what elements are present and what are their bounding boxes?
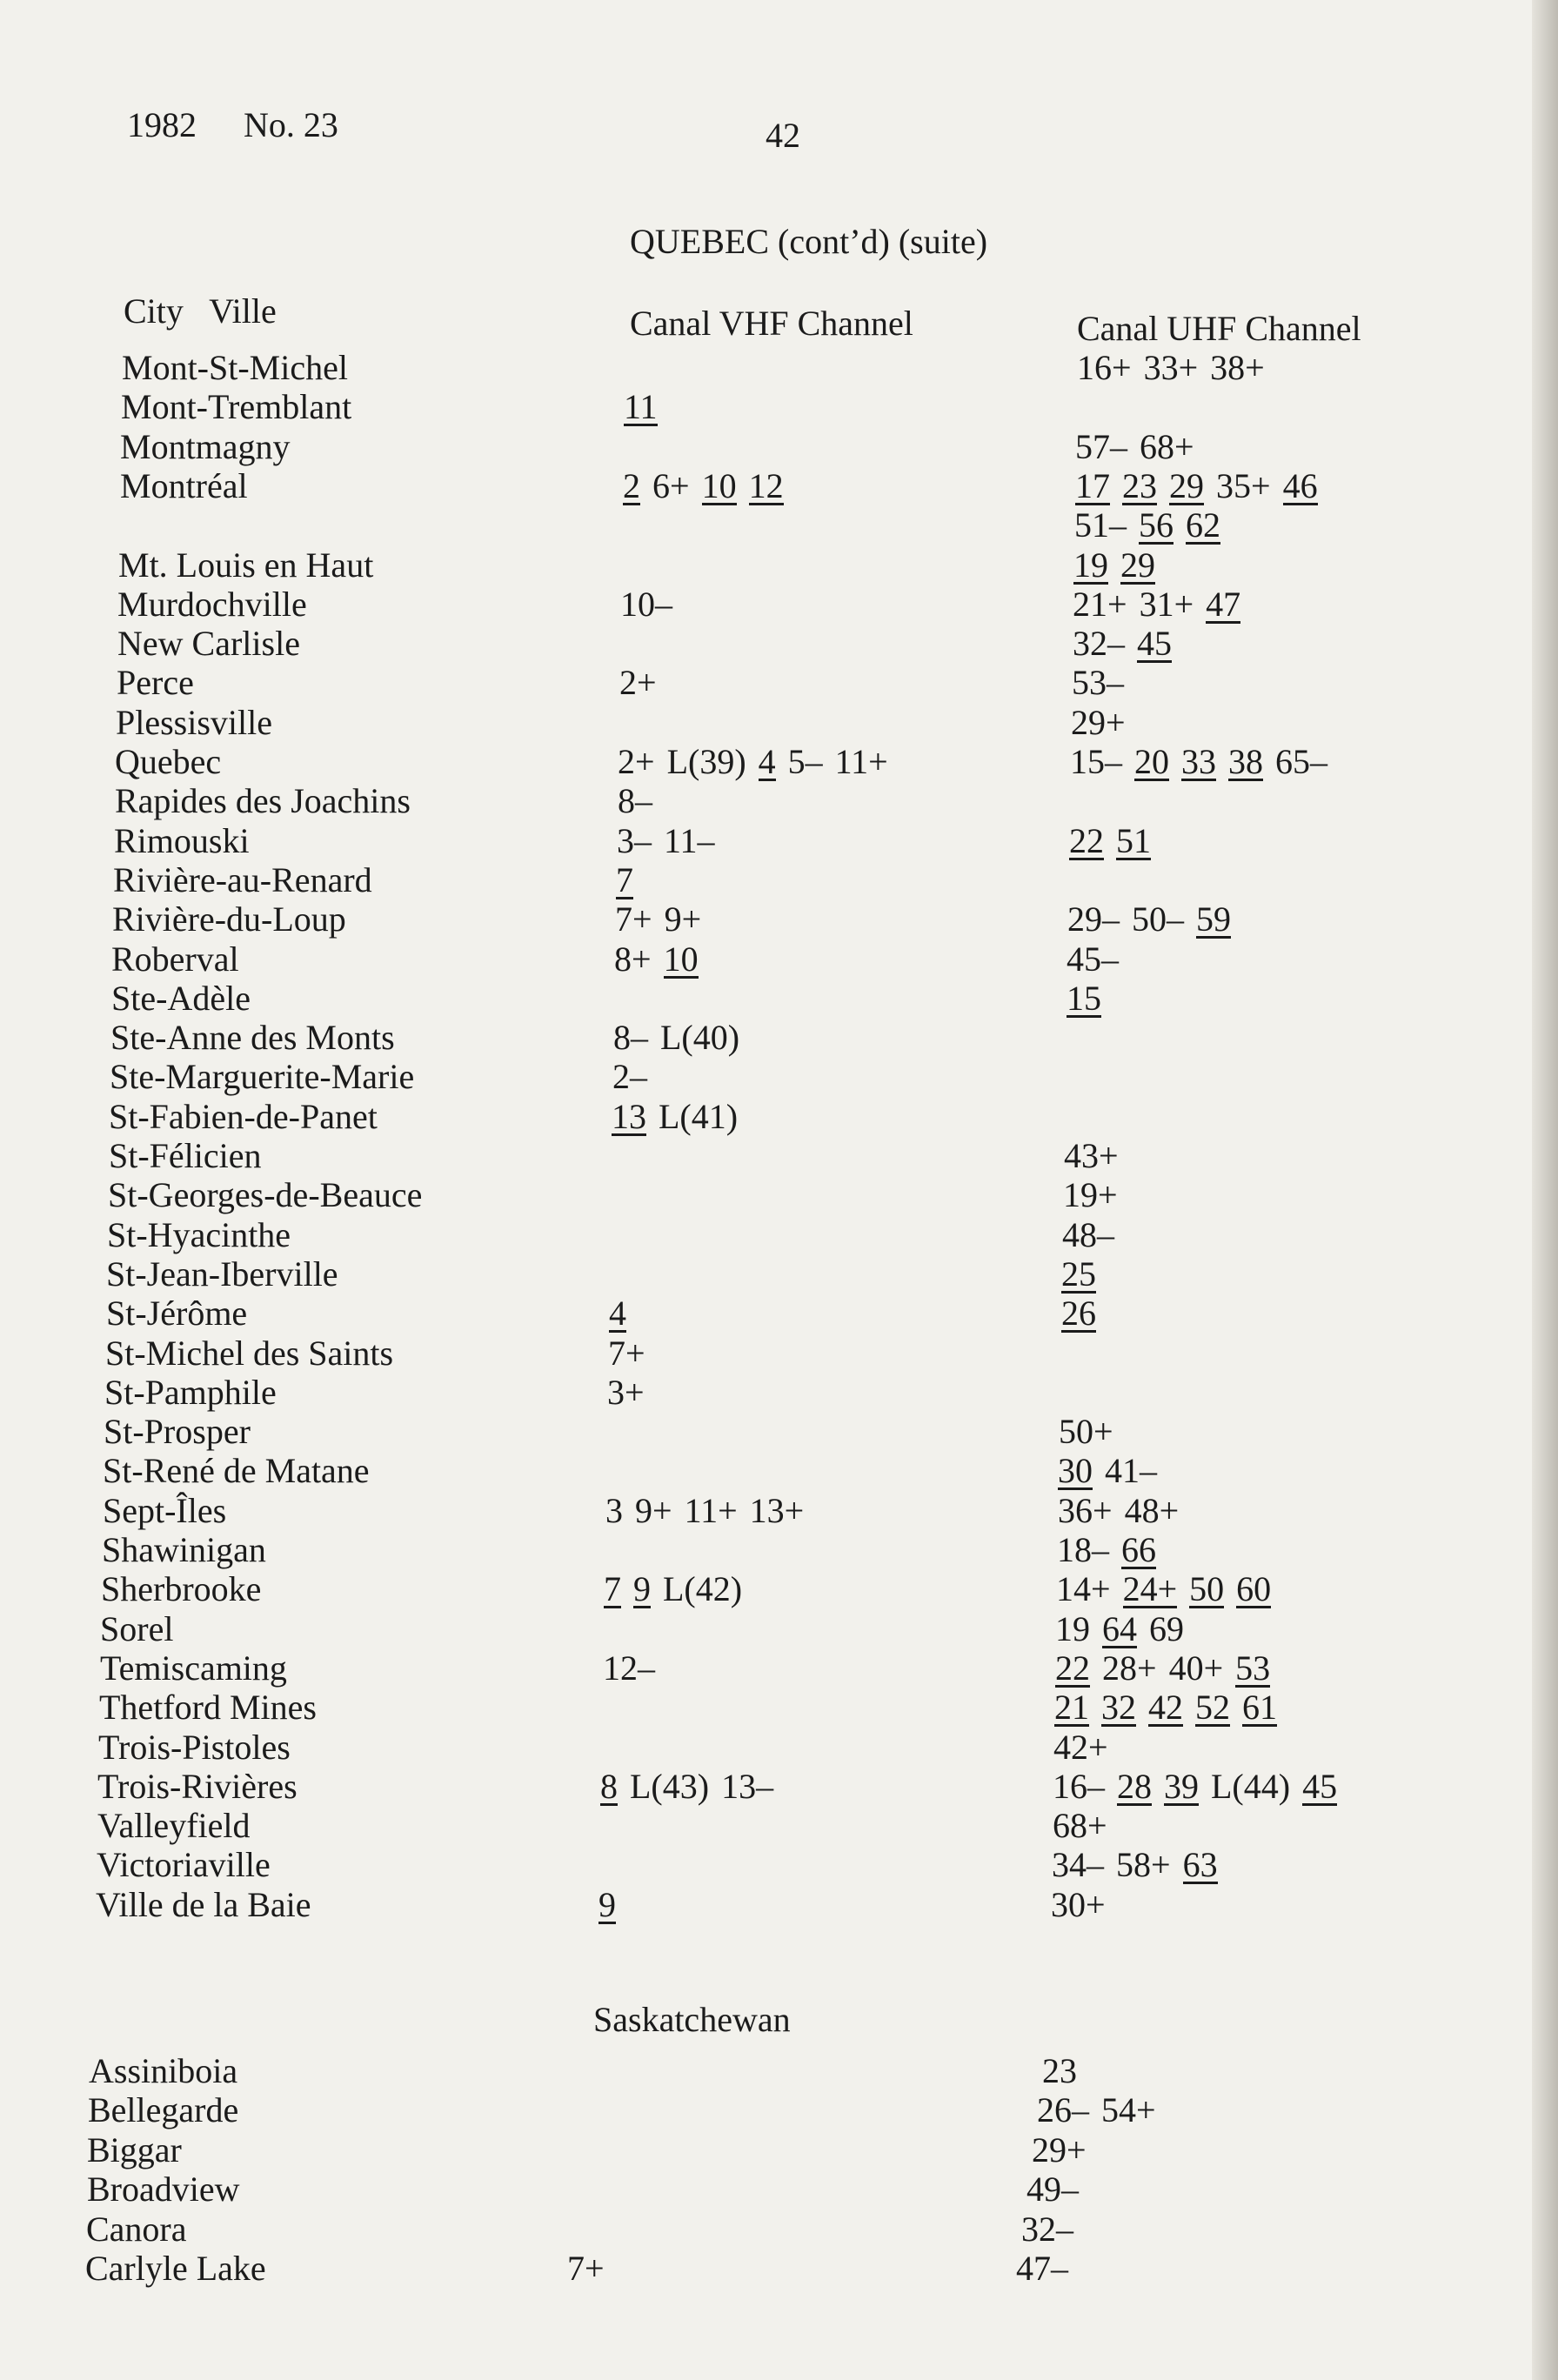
table-row: [0, 585, 1558, 625]
uhf-channels: [1064, 1136, 1131, 1176]
city-name: Mt. Louis en Haut: [118, 545, 374, 585]
uhf-channels: [1053, 1728, 1120, 1768]
uhf-channel: 48–: [1062, 1214, 1114, 1254]
city-name: St-Michel des Saints: [105, 1333, 394, 1373]
table-row: [0, 466, 1558, 506]
uhf-channels: [1037, 2090, 1168, 2130]
vhf-channel: 2+: [618, 742, 655, 781]
city-name: St-Fabien-de-Panet: [109, 1096, 378, 1136]
table-row: [0, 1175, 1558, 1215]
uhf-channel: 61: [1242, 1688, 1277, 1728]
table-row: [0, 781, 1558, 821]
uhf-channel: 38: [1228, 742, 1263, 781]
city-name: Quebec: [115, 742, 222, 781]
vhf-channel: 7: [616, 859, 633, 899]
uhf-channel: 33: [1181, 742, 1216, 781]
uhf-channel: 45: [1137, 624, 1172, 664]
uhf-channel: 21+: [1073, 584, 1127, 624]
uhf-channel: 29: [1120, 545, 1155, 585]
uhf-channel: 36+: [1058, 1490, 1113, 1530]
table-row: [0, 1806, 1558, 1846]
uhf-channel: 54+: [1101, 2090, 1156, 2130]
uhf-channel: 32: [1101, 1688, 1136, 1728]
column-header-vhf: Canal VHF Channel: [630, 304, 913, 343]
vhf-channel: L(39): [666, 742, 746, 781]
uhf-channel: 53: [1235, 1648, 1271, 1688]
uhf-channels: [1053, 1806, 1120, 1846]
vhf-channel: 3–: [617, 820, 652, 860]
table-row: [0, 899, 1558, 939]
city-name: Murdochville: [117, 584, 307, 624]
uhf-channel: 25: [1061, 1254, 1096, 1294]
table-row: [0, 624, 1558, 664]
uhf-channel: 66: [1121, 1530, 1156, 1569]
uhf-channels: [1073, 585, 1253, 625]
table-row: [0, 1845, 1558, 1885]
vhf-channels: [618, 781, 665, 821]
table-row: [0, 2051, 1558, 2091]
uhf-channel: 28: [1117, 1766, 1152, 1806]
uhf-channels: [1058, 1451, 1169, 1491]
vhf-channel: 13: [612, 1096, 646, 1136]
table-row: [0, 387, 1558, 427]
uhf-channel: 39: [1164, 1766, 1199, 1806]
uhf-channels: [1021, 2210, 1086, 2250]
table-row: [0, 1688, 1558, 1728]
table-row: [0, 1334, 1558, 1374]
table-row: [0, 939, 1558, 979]
vhf-channel: 12–: [603, 1648, 655, 1688]
uhf-channels: [1075, 427, 1207, 467]
vhf-channels: [618, 742, 900, 782]
uhf-channel: 65–: [1275, 742, 1327, 781]
uhf-channels: [1067, 939, 1131, 979]
city-name: Roberval: [111, 939, 239, 979]
uhf-channels: [1063, 1175, 1130, 1215]
uhf-channel: 53–: [1072, 663, 1124, 703]
table-row: [0, 2210, 1558, 2250]
uhf-channel: 23: [1122, 465, 1157, 505]
table-row: [0, 1294, 1558, 1334]
uhf-channels: [1067, 899, 1243, 939]
city-name: New Carlisle: [117, 624, 300, 664]
vhf-channels: [624, 387, 670, 427]
uhf-channel: 29–: [1067, 899, 1120, 939]
uhf-channel: 63: [1182, 1845, 1218, 1885]
uhf-channels: [1070, 742, 1340, 782]
uhf-channel: 41–: [1105, 1451, 1157, 1491]
uhf-channel: 48+: [1124, 1490, 1180, 1530]
city-name: Rimouski: [114, 820, 250, 860]
vhf-channel: 10: [701, 465, 737, 505]
city-name: Sept-Îles: [103, 1490, 227, 1530]
uhf-channels: [1067, 979, 1113, 1019]
uhf-channel: L(44): [1211, 1766, 1291, 1806]
uhf-channel: 38+: [1210, 348, 1265, 387]
uhf-channels: [1055, 1648, 1282, 1688]
uhf-channel: 18–: [1057, 1530, 1109, 1569]
uhf-channels: [1057, 1530, 1168, 1570]
uhf-channel: 23: [1042, 2051, 1077, 2090]
column-header-uhf: Canal UHF Channel: [1077, 309, 1361, 348]
vhf-channel: 8+: [614, 939, 652, 979]
uhf-channel: 26: [1061, 1294, 1096, 1334]
vhf-channels: [612, 1057, 659, 1097]
uhf-channel: 19: [1073, 545, 1108, 585]
city-name: Carlyle Lake: [85, 2249, 266, 2288]
city-name: Trois-Rivières: [97, 1766, 298, 1806]
uhf-channel: 47–: [1016, 2249, 1068, 2288]
uhf-channel: 17: [1075, 465, 1110, 505]
table-row: [0, 1530, 1558, 1570]
vhf-channels: [609, 1294, 639, 1334]
vhf-channels: [619, 663, 669, 703]
vhf-channels: [612, 1097, 750, 1137]
vhf-channel: L(42): [663, 1569, 743, 1609]
vhf-channels: [623, 466, 796, 506]
uhf-channel: 64: [1102, 1608, 1137, 1648]
table-row: [0, 1609, 1558, 1649]
city-name: Temiscaming: [100, 1648, 287, 1688]
uhf-channel: 47: [1206, 584, 1241, 624]
city-name: St-Jérôme: [106, 1294, 248, 1334]
uhf-channel: 43+: [1064, 1136, 1119, 1175]
uhf-channels: [1075, 466, 1330, 506]
table-row: [0, 1057, 1558, 1097]
uhf-channel: 30+: [1051, 1884, 1106, 1924]
vhf-channels: [608, 1334, 658, 1374]
table-row: [0, 1767, 1558, 1807]
table-row: [0, 1412, 1558, 1452]
uhf-channel: 29: [1169, 465, 1204, 505]
vhf-channel: L(41): [659, 1096, 739, 1136]
uhf-channel: 49–: [1026, 2169, 1079, 2210]
vhf-channel: 3+: [607, 1372, 645, 1412]
table-row: [0, 821, 1558, 861]
vhf-channel: 2+: [619, 663, 657, 703]
uhf-channel: 20: [1134, 742, 1169, 781]
uhf-channel: 19: [1055, 1608, 1090, 1648]
uhf-channels: [1042, 2051, 1089, 2091]
uhf-channels: [1016, 2249, 1080, 2289]
province-heading-saskatchewan: Saskatchewan: [593, 2000, 791, 2039]
city-name: Ste-Adèle: [111, 978, 251, 1018]
section-title: QUEBEC (cont’d) (suite): [630, 222, 988, 261]
vhf-channels: [616, 860, 645, 900]
city-name: St-Prosper: [104, 1412, 251, 1452]
uhf-channel: 52: [1195, 1688, 1230, 1728]
uhf-channel: 32–: [1073, 624, 1125, 664]
uhf-channel: 16–: [1053, 1766, 1105, 1806]
city-name: Biggar: [87, 2129, 182, 2169]
uhf-channel: 57–: [1075, 426, 1127, 466]
uhf-channels: [1069, 821, 1163, 861]
table-row: [0, 1136, 1558, 1176]
table-row: [0, 505, 1558, 545]
uhf-channel: 30: [1058, 1451, 1093, 1491]
city-name: Bellegarde: [88, 2090, 239, 2130]
vhf-channels: [567, 2249, 617, 2289]
table-row: [0, 2249, 1558, 2289]
city-name: Plessisville: [116, 702, 273, 742]
city-name: Montréal: [120, 465, 248, 505]
uhf-channel: 42+: [1053, 1727, 1108, 1767]
table-row: [0, 1018, 1558, 1058]
uhf-channel: 46: [1282, 465, 1318, 505]
uhf-channels: [1061, 1294, 1108, 1334]
uhf-channels: [1055, 1609, 1196, 1649]
city-name: Perce: [117, 663, 194, 703]
vhf-channel: 9+: [635, 1490, 672, 1530]
uhf-channel: 68+: [1140, 426, 1194, 466]
table-row: [0, 742, 1558, 782]
vhf-channels: [598, 1885, 628, 1925]
city-name: Shawinigan: [102, 1530, 266, 1569]
vhf-channels: [613, 1018, 752, 1058]
city-name: Ste-Marguerite-Marie: [110, 1057, 415, 1097]
vhf-channel: 7+: [615, 899, 652, 939]
uhf-channels: [1073, 624, 1184, 664]
table-row: [0, 545, 1558, 585]
vhf-channels: [600, 1767, 786, 1807]
vhf-channel: 10: [663, 939, 699, 979]
header-year: 1982: [127, 105, 197, 144]
uhf-channels: [1077, 348, 1277, 388]
vhf-channels: [603, 1648, 667, 1688]
vhf-channel: 11+: [834, 742, 888, 781]
uhf-channel: 51–: [1074, 505, 1127, 545]
city-name: Sorel: [100, 1608, 174, 1648]
uhf-channels: [1056, 1569, 1283, 1609]
uhf-channel: 34–: [1052, 1845, 1104, 1885]
uhf-channel: 29+: [1032, 2129, 1087, 2169]
vhf-channel: 7: [604, 1569, 621, 1609]
city-name: St-Pamphile: [104, 1372, 277, 1412]
city-name: Ste-Anne des Monts: [110, 1018, 395, 1058]
uhf-channels: [1072, 663, 1136, 703]
uhf-channel: 19+: [1063, 1175, 1118, 1215]
vhf-channels: [604, 1569, 754, 1609]
column-header-city: City Ville: [124, 291, 277, 331]
city-name: Montmagny: [120, 426, 291, 466]
uhf-channel: 50: [1189, 1569, 1225, 1609]
uhf-channels: [1032, 2130, 1099, 2170]
uhf-channel: 29+: [1071, 702, 1126, 742]
city-name: Canora: [86, 2209, 187, 2249]
city-name: St-Hyacinthe: [107, 1214, 291, 1254]
table-row: [0, 348, 1558, 388]
uhf-channel: 51: [1116, 820, 1151, 860]
city-name: Broadview: [87, 2169, 240, 2210]
uhf-channel: 50–: [1132, 899, 1184, 939]
uhf-channel: 24+: [1122, 1569, 1178, 1609]
uhf-channel: 21: [1054, 1688, 1089, 1728]
city-name: Sherbrooke: [101, 1569, 262, 1609]
uhf-channels: [1074, 505, 1233, 545]
uhf-channel: 40+: [1168, 1648, 1224, 1688]
uhf-channel: 45–: [1067, 939, 1119, 979]
city-name: Thetford Mines: [99, 1688, 317, 1728]
city-name: Rapides des Joachins: [115, 781, 411, 821]
table-row: [0, 1254, 1558, 1294]
vhf-channel: 12: [748, 465, 784, 505]
page-number: 42: [766, 116, 800, 155]
uhf-channel: 68+: [1053, 1806, 1107, 1846]
table-row: [0, 1728, 1558, 1768]
vhf-channel: 8: [600, 1766, 618, 1806]
uhf-channels: [1058, 1491, 1191, 1531]
uhf-channels: [1053, 1767, 1349, 1807]
uhf-channel: 69: [1149, 1608, 1184, 1648]
table-row: [0, 1373, 1558, 1413]
vhf-channel: 11+: [684, 1490, 738, 1530]
vhf-channel: L(43): [630, 1766, 710, 1806]
table-row: [0, 703, 1558, 743]
table-row: [0, 1648, 1558, 1688]
uhf-channel: 59: [1196, 899, 1231, 939]
uhf-channels: [1052, 1845, 1230, 1885]
table-row: [0, 1491, 1558, 1531]
vhf-channel: 11–: [664, 820, 715, 860]
vhf-channels: [615, 899, 713, 939]
city-name: Mont-St-Michel: [122, 348, 348, 387]
table-row: [0, 2130, 1558, 2170]
city-name: Trois-Pistoles: [98, 1727, 291, 1767]
vhf-channel: 9: [633, 1569, 651, 1609]
uhf-channel: 22: [1069, 820, 1104, 860]
vhf-channel: 2: [623, 465, 640, 505]
uhf-channel: 15: [1067, 978, 1101, 1018]
uhf-channels: [1054, 1688, 1289, 1728]
table-row: [0, 1097, 1558, 1137]
vhf-channels: [614, 939, 711, 979]
vhf-channels: [620, 585, 685, 625]
uhf-channel: 26–: [1037, 2090, 1089, 2130]
uhf-channel: 62: [1186, 505, 1220, 545]
vhf-channel: 4: [609, 1294, 626, 1334]
city-name: Rivière-au-Renard: [113, 859, 372, 899]
uhf-channel: 42: [1148, 1688, 1183, 1728]
uhf-channel: 58+: [1116, 1845, 1171, 1885]
vhf-channel: L(40): [660, 1018, 740, 1058]
uhf-channel: 31+: [1139, 584, 1194, 624]
uhf-channels: [1051, 1885, 1118, 1925]
vhf-channel: 9: [598, 1884, 616, 1924]
vhf-channel: 5–: [787, 742, 823, 781]
vhf-channel: 8–: [613, 1018, 648, 1058]
vhf-channel: 11: [624, 387, 658, 427]
uhf-channel: 16+: [1077, 348, 1132, 387]
uhf-channel: 35+: [1216, 465, 1271, 505]
uhf-channels: [1073, 545, 1167, 585]
table-row: [0, 2169, 1558, 2210]
table-row: [0, 1451, 1558, 1491]
uhf-channels: [1061, 1254, 1108, 1294]
table-row: [0, 1885, 1558, 1925]
city-name: St-René de Matane: [103, 1451, 370, 1491]
table-row: [0, 860, 1558, 900]
uhf-channels: [1026, 2169, 1091, 2210]
table-row: [0, 663, 1558, 703]
vhf-channel: 3: [605, 1490, 623, 1530]
vhf-channel: 8–: [618, 781, 652, 821]
uhf-channel: 32–: [1021, 2209, 1073, 2249]
uhf-channels: [1059, 1412, 1126, 1452]
uhf-channel: 15–: [1070, 742, 1122, 781]
uhf-channel: 28+: [1102, 1648, 1157, 1688]
city-name: Valleyfield: [97, 1806, 251, 1846]
city-name: Mont-Tremblant: [121, 387, 352, 427]
uhf-channels: [1071, 703, 1138, 743]
uhf-channel: 14+: [1056, 1569, 1111, 1609]
uhf-channel: 33+: [1143, 348, 1199, 387]
city-name: Ville de la Baie: [96, 1884, 311, 1924]
uhf-channels: [1062, 1215, 1127, 1255]
uhf-channel: 56: [1139, 505, 1174, 545]
uhf-channel: 45: [1302, 1766, 1338, 1806]
vhf-channel: 9+: [664, 899, 702, 939]
vhf-channels: [605, 1491, 816, 1531]
table-row: [0, 2090, 1558, 2130]
header-issue: No. 23: [244, 105, 338, 144]
vhf-channel: 6+: [652, 465, 690, 505]
vhf-channel: 7+: [567, 2249, 605, 2288]
vhf-channel: 2–: [612, 1057, 647, 1097]
vhf-channels: [607, 1373, 657, 1413]
vhf-channel: 7+: [608, 1333, 645, 1373]
table-row: [0, 979, 1558, 1019]
uhf-channel: 22: [1055, 1648, 1090, 1688]
table-row: [0, 1215, 1558, 1255]
table-row: [0, 427, 1558, 467]
uhf-channel: 60: [1236, 1569, 1272, 1609]
table-row: [0, 1569, 1558, 1609]
vhf-channel: 4: [758, 742, 776, 781]
vhf-channel: 10–: [620, 584, 672, 624]
city-name: Assiniboia: [89, 2051, 238, 2090]
city-name: St-Jean-Iberville: [106, 1254, 338, 1294]
vhf-channels: [617, 821, 727, 861]
vhf-channel: 13–: [721, 1766, 774, 1806]
city-name: Rivière-du-Loup: [112, 899, 346, 939]
city-name: St-Georges-de-Beauce: [108, 1175, 423, 1215]
city-name: Victoriaville: [97, 1845, 271, 1885]
city-name: St-Félicien: [109, 1136, 262, 1175]
vhf-channel: 13+: [749, 1490, 805, 1530]
uhf-channel: 50+: [1059, 1412, 1113, 1452]
page-edge-shadow: [1532, 0, 1558, 2380]
